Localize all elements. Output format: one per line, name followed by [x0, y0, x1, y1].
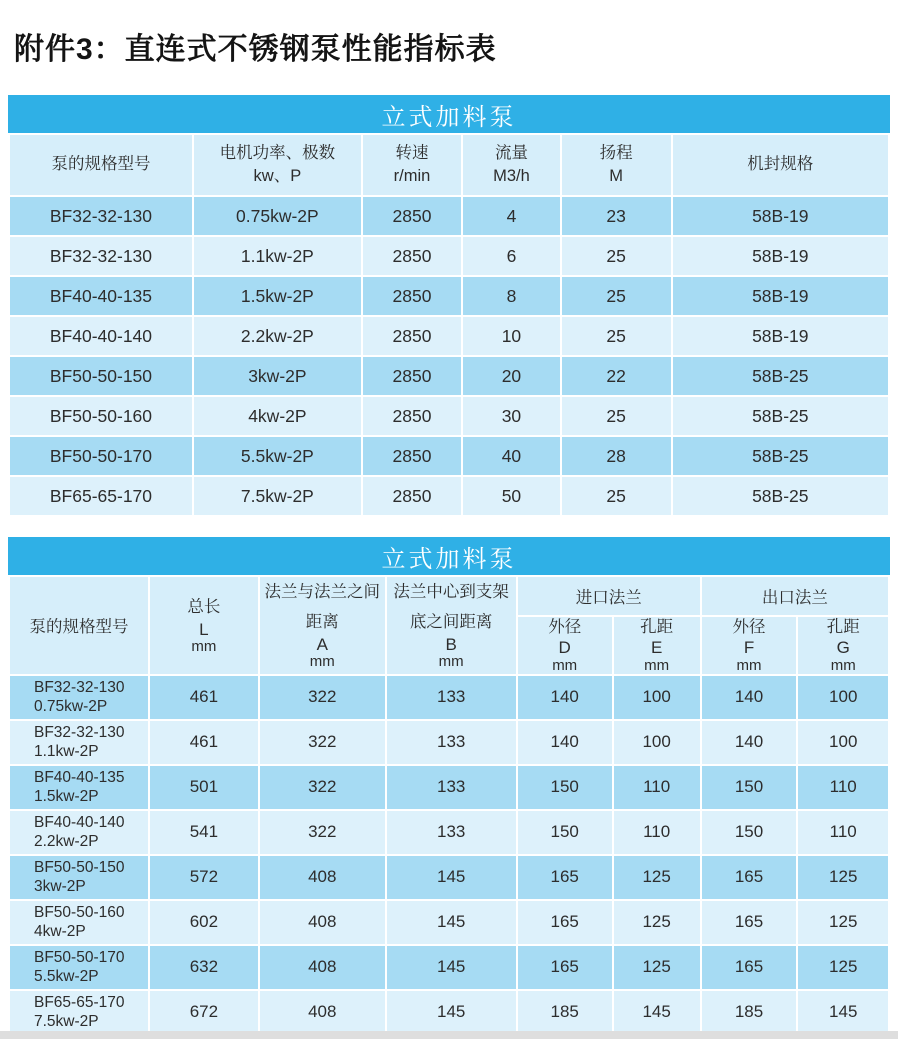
cell: 672	[149, 990, 259, 1035]
cell: 145	[386, 855, 517, 900]
cell: 2850	[362, 196, 462, 236]
cell: 461	[149, 675, 259, 720]
cell: 110	[613, 765, 701, 810]
cell: 150	[701, 810, 798, 855]
cell: 100	[613, 720, 701, 765]
cell: 322	[259, 765, 386, 810]
cell-model	[9, 765, 149, 810]
cell: 150	[701, 765, 798, 810]
cell: 25	[561, 396, 672, 436]
header-line: 泵的规格型号	[51, 155, 151, 174]
cell: 58B-19	[672, 276, 889, 316]
col-header-outlet-od	[701, 616, 798, 675]
cell: 408	[259, 945, 386, 990]
table-row	[9, 720, 889, 765]
header-line: 流量	[494, 144, 528, 163]
header-letter: D	[558, 638, 571, 658]
header-letter: E	[650, 638, 663, 658]
header-unit: mm	[191, 638, 217, 656]
spec-line: 1.5kw-2P	[34, 788, 99, 806]
header-line: 孔距	[640, 618, 674, 636]
model-line: BF50-50-150	[34, 859, 125, 877]
col-header-flow	[462, 134, 561, 196]
cell: 602	[149, 900, 259, 945]
cell: 40	[462, 436, 561, 476]
spec-line: 1.1kw-2P	[34, 743, 99, 761]
cell: 150	[517, 810, 613, 855]
header-line: kw、P	[253, 167, 302, 186]
cell: 100	[613, 675, 701, 720]
model-line: BF65-65-170	[34, 994, 125, 1012]
cell: 140	[701, 675, 798, 720]
cell: 4	[462, 196, 561, 236]
cell-model	[9, 900, 149, 945]
col-header-speed	[362, 134, 462, 196]
header-line: 法兰与法兰之间	[264, 582, 381, 601]
cell: 2850	[362, 276, 462, 316]
header-line: 法兰中心到支架	[393, 582, 509, 601]
cell-model	[9, 675, 149, 720]
col-header-model	[9, 134, 193, 196]
cell: 6	[462, 236, 561, 276]
cell: 632	[149, 945, 259, 990]
cell: 110	[797, 765, 889, 810]
cell: 125	[797, 900, 889, 945]
header-line: r/min	[393, 167, 431, 186]
cell: BF40-40-140	[9, 316, 193, 356]
cell: 25	[561, 236, 672, 276]
table2-header-row-groups	[9, 576, 889, 616]
col-header-outlet-pitch	[797, 616, 889, 675]
cell: 165	[517, 945, 613, 990]
cell: 165	[517, 900, 613, 945]
cell: 2850	[362, 476, 462, 516]
spec-line: 3kw-2P	[34, 878, 86, 896]
table-row	[9, 810, 889, 855]
cell: 541	[149, 810, 259, 855]
cell: BF50-50-170	[9, 436, 193, 476]
tables-wrap	[8, 95, 890, 1036]
table-row	[9, 396, 889, 436]
cell: BF32-32-130	[9, 236, 193, 276]
header-line: 外径	[732, 618, 766, 636]
cell: 140	[701, 720, 798, 765]
cell: 58B-25	[672, 436, 889, 476]
cell: 58B-19	[672, 316, 889, 356]
col-header-center-to-bracket	[386, 576, 517, 675]
cell: 58B-25	[672, 476, 889, 516]
cell: 133	[386, 675, 517, 720]
table-row	[9, 436, 889, 476]
cell-model	[9, 720, 149, 765]
cell: 145	[797, 990, 889, 1035]
cell: 140	[517, 675, 613, 720]
header-line: 距离	[305, 612, 339, 631]
header-unit: mm	[644, 656, 670, 674]
cell: 1.1kw-2P	[193, 236, 362, 276]
cell-model	[9, 855, 149, 900]
table-row	[9, 990, 889, 1035]
cell: 185	[517, 990, 613, 1035]
cell: 185	[701, 990, 798, 1035]
table-row	[9, 900, 889, 945]
table-row	[9, 316, 889, 356]
cell: 322	[259, 810, 386, 855]
cell: 322	[259, 675, 386, 720]
table2-body	[9, 675, 889, 1035]
cell: 165	[517, 855, 613, 900]
page-bottom-edge	[0, 1031, 898, 1039]
table-row	[9, 675, 889, 720]
cell: 165	[701, 900, 798, 945]
model-line: BF50-50-170	[34, 949, 125, 967]
cell: 125	[613, 900, 701, 945]
table-gap	[8, 517, 890, 537]
cell: 0.75kw-2P	[193, 196, 362, 236]
cell: 23	[561, 196, 672, 236]
header-line: 电机功率、极数	[219, 144, 336, 163]
table-row	[9, 276, 889, 316]
header-line: 底之间距离	[409, 612, 493, 631]
cell: 145	[386, 990, 517, 1035]
model-line: BF50-50-160	[34, 904, 125, 922]
cell: 58B-19	[672, 236, 889, 276]
cell: 28	[561, 436, 672, 476]
cell: 25	[561, 316, 672, 356]
header-line: 孔距	[826, 618, 860, 636]
cell: 145	[386, 945, 517, 990]
cell: 30	[462, 396, 561, 436]
cell: 408	[259, 900, 386, 945]
cell: 145	[613, 990, 701, 1035]
cell: 58B-25	[672, 356, 889, 396]
cell: BF50-50-160	[9, 396, 193, 436]
cell: 125	[797, 945, 889, 990]
header-letter: F	[743, 638, 755, 658]
table1-header-row	[9, 134, 889, 196]
header-line: 转速	[395, 144, 429, 163]
header-unit: mm	[438, 653, 464, 671]
cell: 501	[149, 765, 259, 810]
cell: 2850	[362, 396, 462, 436]
header-line: 扬程	[599, 144, 633, 163]
cell: BF40-40-135	[9, 276, 193, 316]
model-line: BF32-32-130	[34, 724, 125, 742]
cell: 461	[149, 720, 259, 765]
cell: 25	[561, 476, 672, 516]
header-line: M3/h	[493, 167, 530, 186]
cell: 165	[701, 945, 798, 990]
page-title: 附件3：直连式不锈钢泵性能指标表	[14, 33, 497, 66]
table-row	[9, 236, 889, 276]
spec-line: 7.5kw-2P	[34, 1013, 99, 1031]
cell: 1.5kw-2P	[193, 276, 362, 316]
col-header-motor-power	[193, 134, 362, 196]
cell: 2850	[362, 436, 462, 476]
cell: 322	[259, 720, 386, 765]
cell: 165	[701, 855, 798, 900]
cell: 125	[613, 855, 701, 900]
cell: 110	[613, 810, 701, 855]
table-row	[9, 945, 889, 990]
header-letter: G	[836, 638, 850, 658]
cell: 133	[386, 810, 517, 855]
col-header-total-length	[149, 576, 259, 675]
spec-line: 5.5kw-2P	[34, 968, 99, 986]
cell: 125	[797, 855, 889, 900]
group-header-inlet-flange: 进口法兰	[517, 576, 701, 616]
header-unit: mm	[309, 653, 335, 671]
cell: 572	[149, 855, 259, 900]
cell: 20	[462, 356, 561, 396]
spec-line: 4kw-2P	[34, 923, 86, 941]
model-line: BF40-40-135	[34, 769, 125, 787]
cell: 22	[561, 356, 672, 396]
cell: 3kw-2P	[193, 356, 362, 396]
col-header-inlet-pitch	[613, 616, 701, 675]
header-line: M	[609, 167, 624, 186]
table-row	[9, 356, 889, 396]
dimensions-table	[8, 575, 890, 1036]
header-letter: B	[445, 634, 457, 654]
spec-line: 0.75kw-2P	[34, 698, 108, 716]
table-row	[9, 476, 889, 516]
col-header-inlet-od	[517, 616, 613, 675]
header-line: 总长	[187, 597, 221, 616]
cell: 2.2kw-2P	[193, 316, 362, 356]
cell: 2850	[362, 236, 462, 276]
cell: BF65-65-170	[9, 476, 193, 516]
header-unit: mm	[552, 656, 578, 674]
spec-line: 2.2kw-2P	[34, 833, 99, 851]
table-row	[9, 765, 889, 810]
cell: 408	[259, 855, 386, 900]
col-header-model: 泵的规格型号	[9, 576, 149, 675]
cell: 133	[386, 720, 517, 765]
cell: 408	[259, 990, 386, 1035]
table-row	[9, 855, 889, 900]
cell: 145	[386, 900, 517, 945]
cell: BF32-32-130	[9, 196, 193, 236]
table1-banner: 立式加料泵	[8, 95, 890, 133]
header-unit: mm	[830, 656, 856, 674]
cell: 58B-19	[672, 196, 889, 236]
cell: 50	[462, 476, 561, 516]
cell: 5.5kw-2P	[193, 436, 362, 476]
col-header-seal	[672, 134, 889, 196]
cell: 8	[462, 276, 561, 316]
cell: 4kw-2P	[193, 396, 362, 436]
cell-model	[9, 945, 149, 990]
group-header-outlet-flange: 出口法兰	[701, 576, 889, 616]
cell: 25	[561, 276, 672, 316]
cell: 110	[797, 810, 889, 855]
cell: 7.5kw-2P	[193, 476, 362, 516]
cell: 100	[797, 720, 889, 765]
performance-table	[8, 133, 890, 517]
model-line: BF40-40-140	[34, 814, 125, 832]
cell: 140	[517, 720, 613, 765]
cell: 150	[517, 765, 613, 810]
cell: 133	[386, 765, 517, 810]
header-letter: A	[316, 634, 328, 654]
cell: 2850	[362, 316, 462, 356]
header-line: 外径	[548, 618, 582, 636]
header-unit: mm	[736, 656, 762, 674]
cell: 125	[613, 945, 701, 990]
cell: 10	[462, 316, 561, 356]
model-line: BF32-32-130	[34, 679, 125, 697]
cell-model	[9, 990, 149, 1035]
table2-banner: 立式加料泵	[8, 537, 890, 575]
cell: 2850	[362, 356, 462, 396]
col-header-head	[561, 134, 672, 196]
header-line: 机封规格	[747, 155, 814, 174]
table1-body	[9, 196, 889, 516]
cell: BF50-50-150	[9, 356, 193, 396]
cell: 58B-25	[672, 396, 889, 436]
cell-model	[9, 810, 149, 855]
cell: 100	[797, 675, 889, 720]
col-header-flange-distance	[259, 576, 386, 675]
header-letter: L	[199, 619, 209, 639]
table-row	[9, 196, 889, 236]
